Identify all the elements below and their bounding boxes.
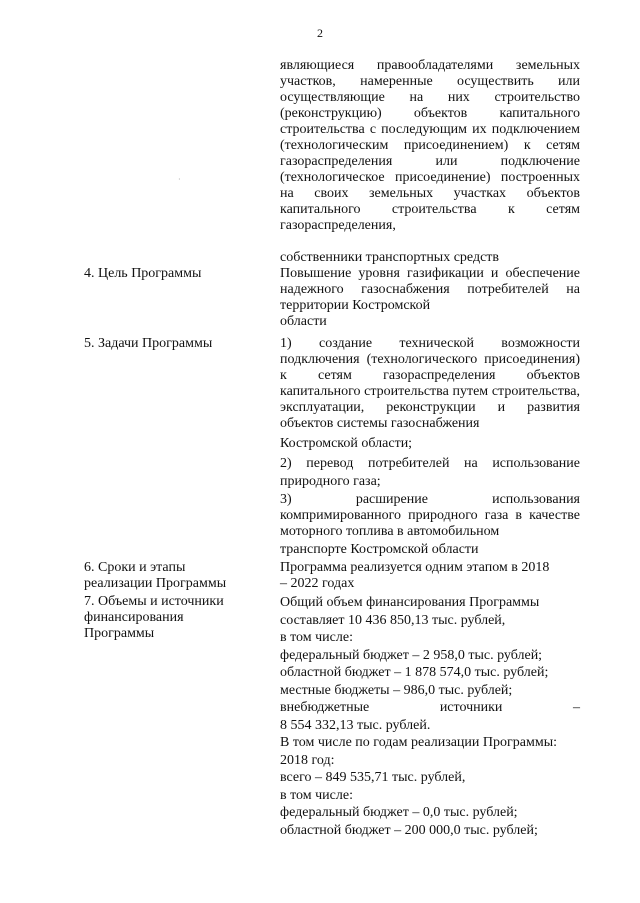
funding-line-2: составляет 10 436 850,13 тыс. рублей,	[280, 612, 506, 628]
terms-label	[84, 560, 274, 592]
funding-label-line-2: финансирования	[84, 610, 184, 625]
funding-line-6: местные бюджеты – 986,0 тыс. рублей;	[280, 682, 513, 698]
split-middle: источники	[439, 700, 503, 715]
funding-line-8: 8 554 332,13 тыс. рублей.	[280, 717, 431, 733]
task-1-text: 1) создание технической возможности подключения (технологического присоединения) к сетям газораспределения объектов капитального строительства путем строительства, эксплуатации, реконструкции и развития объектов системы газоснабжения	[280, 336, 580, 431]
funding-line-13: федеральный бюджет – 0,0 тыс. рублей;	[280, 805, 518, 820]
scan-speck: ·	[178, 175, 181, 184]
terms-text	[280, 560, 580, 592]
funding-label-line-1: 7. Объемы и источники	[84, 594, 224, 609]
terms-label-line-2: реализации Программы	[84, 576, 227, 591]
funding-line-4: федеральный бюджет – 2 958,0 тыс. рублей;	[280, 647, 543, 663]
task-3-text: 3) расширение использования компримированного природного газа в качестве моторного топлива в автомобильном	[280, 492, 580, 539]
funding-line-7	[280, 699, 580, 717]
goal-text: Повышение уровня газификации и обеспечение надежного газоснабжения потребителей на территории Костромской	[280, 266, 580, 313]
split-left: внебюджетные	[280, 700, 370, 715]
funding-line-9: В том числе по годам реализации Программы:	[280, 735, 557, 750]
funding-line-11: всего – 849 535,71 тыс. рублей,	[280, 770, 466, 785]
funding-line-12: в том числе:	[280, 787, 353, 803]
tasks-label: 5. Задачи Программы	[84, 336, 213, 351]
task-3-text-end: транспорте Костромской области	[280, 542, 479, 557]
page-number: 2	[317, 26, 323, 40]
task-2-text-end: природного газа;	[280, 474, 381, 489]
goal-label: 4. Цель Программы	[84, 266, 202, 281]
funding-line-10: 2018 год:	[280, 752, 335, 768]
funding-label	[84, 594, 274, 642]
funding-label-line-3: Программы	[84, 626, 155, 641]
terms-line-1: Программа реализуется одним этапом в 2018	[280, 560, 550, 575]
task-2-text: 2) перевод потребителей на использование	[280, 456, 580, 471]
terms-label-line-1: 6. Сроки и этапы	[84, 560, 186, 575]
participants-text: являющиеся правообладателями земельных участков, намеренные осуществить или осуществляющие на них строительство (реконструкцию) объектов капитального строительства с последующим их подключением (технологическим присоединением) к сетям газораспределения или подключение (технологическое присоединение) построенных на своих земельных участках объектов капитального строительства к сетям газораспределения,	[280, 58, 580, 233]
participants-text-end: собственники транспортных средств	[280, 250, 500, 265]
split-right: –	[572, 700, 580, 715]
funding-line-3: в том числе:	[280, 630, 353, 645]
funding-text	[280, 594, 580, 839]
funding-line-1: Общий объем финансирования Программы	[280, 595, 540, 610]
task-1-text-end: Костромской области;	[280, 436, 413, 451]
terms-line-2: – 2022 годах	[280, 576, 355, 591]
funding-line-14: областной бюджет – 200 000,0 тыс. рублей;	[280, 822, 538, 838]
goal-text-end: области	[280, 314, 327, 329]
funding-line-5: областной бюджет – 1 878 574,0 тыс. рублей;	[280, 665, 549, 680]
